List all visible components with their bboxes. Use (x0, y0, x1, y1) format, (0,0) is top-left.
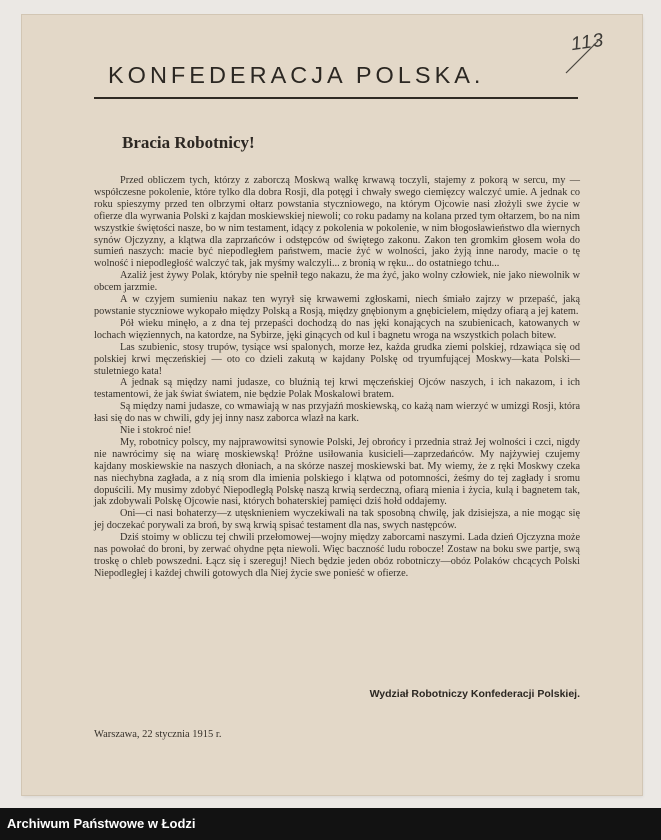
paragraph: Przed obliczem tych, którzy z zaborczą Moskwą walkę krwawą toczyli, stajemy z pokorą w sercu, my — współczesne pokolenie, które tylko dla dobra Rosji, dla potęgi i chwały swego ciemięzcy walczyć umie. A jednak co roku spieszymy przed ten olbrzymi ołtarz powstania styczniowego, na którym Ojcowie nasi złożyli swe życie w ofierze dla wyrwania Polski z kajdan moskiewskiej niewoli; co roku padamy na kolana przed tym ołtarzem, bo na nim wszystkie świętości nasze, bo w nim testament, idący z pokolenia w pokolenie, w nim błogosławieństwo dla wiernych synów Ojczyzny, a klątwa dla zaprzańców i odstępców od świętego zakonu. Zakon ten gromkim głosem woła do sumień naszych: macie być niepodległem państwem, macie żyć w wolności, jako żyją inne narody, macie o tę wolność i niepodległość walczyć tak, jak myśmy walczyli... z bronią w ręku... do ostatniego tchu... (94, 175, 580, 270)
body-text (94, 175, 580, 580)
archive-footer (0, 808, 661, 840)
archive-number: 113 (569, 29, 606, 56)
document-title: KONFEDERACJA POLSKA. (108, 62, 485, 88)
paragraph: My, robotnicy polscy, my najprawowitsi synowie Polski, Jej obrońcy i przednia straż Jej wolności i czci, nigdy nie nawrócimy się na wiarę moskiewską! Próżne usiłowania kusicieli—zaprzedańców. My najżywiej czujemy kajdany moskiewskie na naszych dłoniach, a na skórze naszej moskiewski bat. My wiemy, że z ręki Moskwy czeka nas niechybna zagłada, a z nią srom dla imienia polskiego i klątwa od potomności, żeśmy do tej zagłady i sromu dopuścili. My musimy zdobyć Niepodległą Polskę naszą krwią serdeczną, ofiarą mienia i życia, kulą i bagnetem tak, jak zdobywali Polskę Ojcowie nasi, których bohaterskiej pamięci dziś hołd oddajemy. (94, 436, 580, 508)
paragraph: Las szubienic, stosy trupów, tysiące wsi spalonych, morze łez, każda grudka ziemi polskiej, rdzawiąca się od polskiej krwi męczeńskiej — oto co dzieli zakutą w kajdany Polskę od tryumfującej Moskwy—kata Polski—stuletniego kata! (94, 341, 580, 377)
title-rule (94, 97, 578, 99)
paragraph: A jednak są między nami judasze, co bluźnią tej krwi męczeńskiej Ojców naszych, i ich nakazom, i ich testamentowi, że jak świat światem, nie będzie Polak Moskalowi bratem. (94, 377, 580, 401)
paragraph: A w czyjem sumieniu nakaz ten wyrył się krwawemi zgłoskami, niech śmiało zajrzy w przepaść, jaką powstanie styczniowe wykopało między Polską a Rosją, między gnębionym a gnębicielem, między ofiarą a jej katem. (94, 294, 580, 317)
document-sheet (22, 15, 642, 795)
paragraph: Azaliż jest żywy Polak, któryby nie spełnił tego nakazu, że ma żyć, jako wolny człowiek, nie jako niewolnik w obcem jarzmie. (94, 270, 580, 294)
document-content (94, 15, 580, 795)
paragraph: Nie i stokroć nie! (120, 425, 192, 437)
archive-label: Archiwum Państwowe w Łodzi (7, 816, 196, 831)
paragraph: Oni—ci nasi bohaterzy—z utęsknieniem wyczekiwali na tak sposobną chwilę, jak dzisiejsza, a nie mogąc się jej doczekać porywali za broń, by swą krwią spisać testament dla nas, swych następców. (94, 508, 580, 532)
greeting: Bracia Robotnicy! (122, 133, 255, 152)
place-date: Warszawa, 22 stycznia 1915 r. (94, 729, 222, 740)
paragraph: Są między nami judasze, co wmawiają w nas przyjaźń moskiewską, co każą nam wierzyć w umizgi Rosji, która łasi się do nas w chwili, gdy jej inny nasz zaborca wlazł na kark. (94, 401, 580, 425)
signature: Wydział Robotniczy Konfederacji Polskiej. (369, 688, 580, 700)
paragraph: Dziś stoimy w obliczu tej chwili przełomowej—wojny między zaborcami naszymi. Lada dzień Ojczyzna może nas powołać do broni, by zerwać ohydne pęta niewoli. Więc baczność ludu robocze! Zostaw na boku swe partje, swą troskę o chleb powszedni. Łącz się i szereguj! Niech będzie jeden obóz robotniczy—obóz Polaków chcących Polski Niepodległej i każdej chwili gotowych dla Niej życie swe ponieść w ofierze. (94, 532, 580, 579)
paragraph: Pół wieku minęło, a z dna tej przepaści dochodzą do nas jęki konających na szubienicach, katowanych w lochach więziennych, na katordze, na Sybirze, jęki ginących od kul i bagnetu wroga na wszystkich polach bitew. (94, 317, 580, 341)
